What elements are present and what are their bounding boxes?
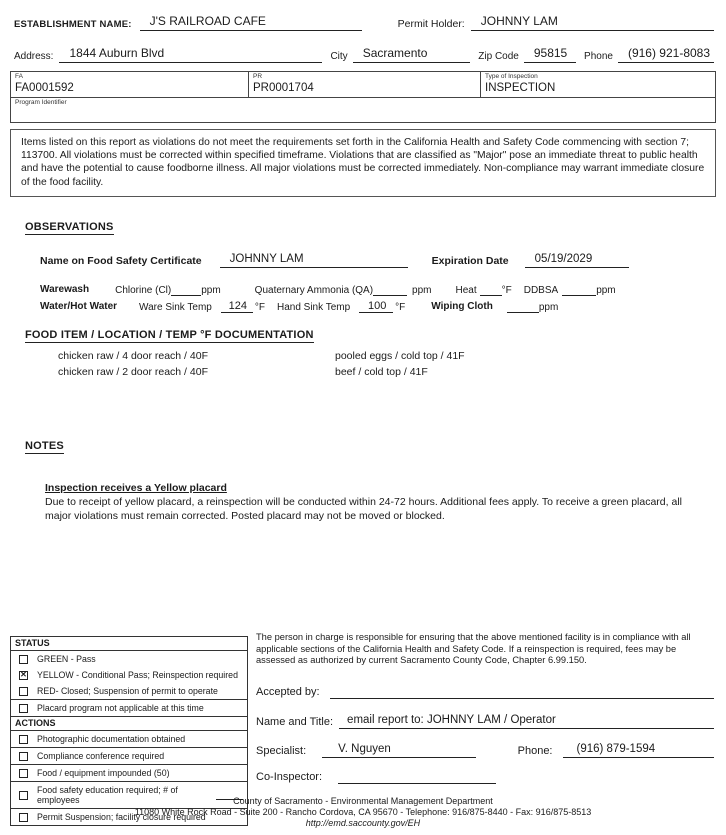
establishment-row	[14, 0, 714, 31]
placard-na-checkbox[interactable]	[19, 704, 28, 713]
phone-value: (916) 921-8083	[627, 46, 711, 60]
observations-section	[0, 217, 726, 235]
action-label: Food safety education required; # of employees	[37, 785, 178, 805]
status-row-red	[11, 683, 247, 699]
name-title-row	[256, 710, 714, 729]
actions-header: ACTIONS	[11, 716, 247, 730]
city-value: Sacramento	[362, 46, 428, 60]
food-column-right	[335, 348, 465, 380]
footer-url: http://emd.saccounty.gov/EH	[305, 818, 421, 828]
chlorine-ppm-field	[171, 285, 201, 296]
action-label: Food / equipment impounded (50)	[37, 768, 170, 778]
certificate-row	[40, 249, 706, 268]
signoff-column	[256, 632, 714, 784]
address-row	[14, 44, 714, 63]
status-group	[11, 650, 247, 699]
zip-field	[524, 44, 576, 63]
ddbsa-field	[562, 285, 596, 296]
inspection-type-label: Type of Inspection	[485, 73, 538, 80]
pr-value: PR0001704	[253, 82, 314, 94]
food-column-left	[58, 348, 335, 380]
permit-holder-label: Permit Holder:	[397, 18, 465, 30]
food-item: beef / cold top / 41F	[335, 365, 428, 378]
establishment-name-field	[140, 12, 362, 31]
quaternary-ammonia-field	[373, 285, 407, 296]
chlorine-label: Chlorine (Cl)	[115, 284, 172, 296]
inspection-type-value: INSPECTION	[485, 82, 556, 94]
footer-address-line: 11080 White Rock Road - Suite 200 - Rancho Cordova, CA 95670 - Telephone: 916/875-8440 - Fax: 916/875-8513	[134, 807, 592, 817]
action-label: Permit Suspension; facility closure required	[37, 812, 206, 822]
wiping-cloth-field	[507, 302, 539, 313]
expiration-date-value: 05/19/2029	[534, 252, 593, 265]
observations-heading: OBSERVATIONS	[25, 220, 114, 233]
compliance-statement: The person in charge is responsible for ensuring that the above mentioned facility is in compliance with all applicable sections of the California Health and Safety Code. If a reinspection is required, fees may be assessed as authorized by current Sacramento County Code, Chapter 6.99.150.	[256, 632, 691, 666]
cert-name-value: JOHNNY LAM	[229, 252, 304, 265]
action-label: Photographic documentation obtained	[37, 734, 186, 744]
ddbsa-label: DDBSA	[523, 284, 559, 296]
wiping-cloth-label: Wiping Cloth	[431, 300, 493, 312]
status-label: RED- Closed; Suspension of permit to operate	[37, 686, 218, 696]
address-label: Address:	[14, 51, 54, 62]
program-identifier-cell	[11, 97, 715, 122]
status-header: STATUS	[15, 638, 50, 648]
note-title: Inspection receives a Yellow placard	[45, 481, 227, 494]
name-title-value: email report to: JOHNNY LAM / Operator	[347, 713, 556, 726]
pr-label: PR	[253, 73, 263, 80]
quaternary-ammonia-unit: ppm	[412, 284, 432, 296]
status-row-green	[11, 651, 247, 667]
red-closed-checkbox[interactable]	[19, 687, 28, 696]
phone-field	[618, 44, 714, 63]
facility-id-table	[10, 71, 716, 123]
hot-water-row	[40, 300, 726, 313]
ware-sink-temp-unit: °F	[254, 301, 265, 313]
action-row-impounded	[11, 764, 247, 781]
city-field	[353, 44, 471, 63]
action-row-compliance-conference	[11, 747, 247, 764]
fa-value: FA0001592	[15, 82, 74, 94]
address-value: 1844 Auburn Blvd	[69, 46, 165, 60]
warewash-row	[40, 284, 726, 296]
city-label: City	[330, 51, 348, 62]
phone-label: Phone	[584, 51, 613, 62]
specialist-row	[256, 739, 714, 758]
hand-sink-temp-label: Hand Sink Temp	[276, 301, 351, 313]
ware-sink-temp-label: Ware Sink Temp	[139, 301, 212, 313]
heat-field	[480, 285, 502, 296]
establishment-name-label: ESTABLISHMENT NAME:	[14, 19, 132, 30]
food-item: chicken raw / 4 door reach / 40F	[58, 349, 208, 362]
food-item-list	[58, 348, 726, 380]
food-item: pooled eggs / cold top / 41F	[335, 349, 465, 362]
status-label: GREEN - Pass	[37, 654, 96, 664]
program-identifier-label: Program Identifier	[15, 99, 67, 106]
name-title-field	[339, 710, 714, 729]
photographic-doc-checkbox[interactable]	[19, 735, 28, 744]
food-doc-section	[0, 325, 726, 343]
compliance-conference-checkbox[interactable]	[19, 752, 28, 761]
checkbox-mark: ✕	[20, 670, 27, 679]
warewash-label: Warewash	[40, 283, 90, 295]
food-item: chicken raw / 2 door reach / 40F	[58, 365, 208, 378]
specialist-phone-field	[563, 739, 714, 758]
status-row-yellow	[11, 667, 247, 683]
note-block	[45, 482, 705, 524]
note-body: Due to receipt of yellow placard, a reinspection will be conducted within 24-72 hours. Additional fees apply. To receive a green placard, all major violations must remain corrected. Posted placard may not be moved or blocked.	[45, 496, 682, 522]
action-label: Compliance conference required	[37, 751, 165, 761]
hand-sink-temp-value: 100	[359, 300, 393, 313]
co-inspector-field	[338, 769, 496, 784]
accepted-by-label: Accepted by:	[256, 685, 320, 698]
chlorine-unit: ppm	[201, 284, 221, 296]
food-doc-heading: FOOD ITEM / LOCATION / TEMP °F DOCUMENTATION	[25, 328, 314, 341]
establishment-name-value: J'S RAILROAD CAFE	[149, 14, 266, 28]
water-hot-water-label: Water/Hot Water	[40, 300, 118, 312]
status-row-placard-na	[11, 699, 247, 716]
notes-section	[0, 436, 726, 454]
heat-label: Heat	[455, 284, 477, 296]
status-label: Placard program not applicable at this time	[37, 703, 204, 713]
specialist-value: V. Nguyen	[338, 742, 391, 755]
co-inspector-row	[256, 769, 714, 784]
wiping-cloth-unit: ppm	[538, 301, 559, 313]
expiration-date-label: Expiration Date	[431, 254, 509, 267]
heat-unit: °F	[501, 284, 512, 296]
specialist-label: Specialist:	[256, 744, 307, 757]
cert-name-field	[220, 249, 408, 268]
zip-label: Zip Code	[478, 51, 519, 62]
yellow-conditional-checkbox[interactable]	[19, 671, 28, 680]
footer-department-line: County of Sacramento - Environmental Management Department	[233, 796, 493, 806]
permit-holder-value: JOHNNY LAM	[480, 14, 558, 28]
footer	[0, 796, 726, 829]
status-label: YELLOW - Conditional Pass; Reinspection required	[37, 670, 238, 680]
expiration-date-field	[525, 249, 629, 268]
specialist-phone-label: Phone:	[517, 744, 553, 757]
zip-value: 95815	[533, 46, 568, 60]
specialist-phone-value: (916) 879-1594	[576, 742, 656, 755]
fa-cell	[11, 72, 249, 97]
accepted-by-row	[256, 684, 714, 699]
name-title-label: Name and Title:	[256, 715, 334, 728]
green-pass-checkbox[interactable]	[19, 655, 28, 664]
specialist-field	[322, 739, 475, 758]
permit-holder-field	[471, 12, 714, 31]
inspection-type-cell	[481, 72, 715, 97]
ware-sink-temp-value: 124	[221, 300, 253, 313]
accepted-by-field	[330, 684, 714, 699]
violations-notice: Items listed on this report as violations do not meet the requirements set forth in the California Health and Safety Code commencing with section 7; 113700. All violations must be corrected within specified timeframe. Violations that are classified as "Major" pose an immediate threat to public health and have the potential to cause foodborne illness. All major violations must be corrected immediately. Non-compliance may warrant immediate closure of the food facility.	[10, 129, 716, 197]
action-row-photographic	[11, 730, 247, 747]
quaternary-ammonia-label: Quaternary Ammonia (QA)	[254, 284, 374, 296]
cert-name-label: Name on Food Safety Certificate	[40, 254, 202, 267]
fa-label: FA	[15, 73, 23, 80]
food-impounded-checkbox[interactable]	[19, 769, 28, 778]
ddbsa-unit: ppm	[596, 284, 616, 296]
hand-sink-temp-unit: °F	[395, 301, 406, 313]
notes-heading: NOTES	[25, 439, 64, 452]
co-inspector-label: Co-Inspector:	[256, 770, 323, 783]
pr-cell	[249, 72, 481, 97]
address-field	[59, 44, 322, 63]
